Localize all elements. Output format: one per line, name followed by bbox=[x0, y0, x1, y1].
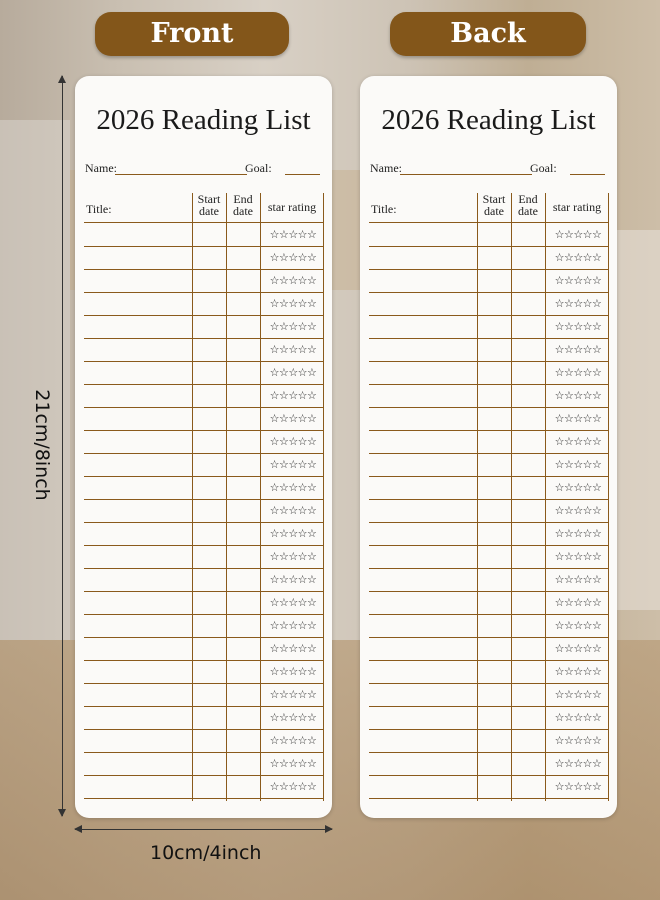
goal-underline bbox=[570, 174, 605, 175]
star-rating-icons[interactable]: ☆☆☆☆☆ bbox=[554, 504, 602, 517]
table-row[interactable] bbox=[84, 660, 324, 684]
table-row[interactable] bbox=[369, 315, 609, 339]
table-row[interactable] bbox=[369, 683, 609, 707]
star-rating-icons[interactable]: ☆☆☆☆☆ bbox=[269, 596, 317, 609]
table-row[interactable] bbox=[369, 361, 609, 385]
star-rating-icons[interactable]: ☆☆☆☆☆ bbox=[554, 297, 602, 310]
table-row[interactable] bbox=[369, 338, 609, 362]
star-rating-column-header: star rating bbox=[552, 200, 602, 214]
star-rating-icons[interactable]: ☆☆☆☆☆ bbox=[554, 688, 602, 701]
star-rating-icons[interactable]: ☆☆☆☆☆ bbox=[269, 527, 317, 540]
star-rating-icons[interactable]: ☆☆☆☆☆ bbox=[269, 366, 317, 379]
star-rating-icons[interactable]: ☆☆☆☆☆ bbox=[554, 481, 602, 494]
star-rating-icons[interactable]: ☆☆☆☆☆ bbox=[269, 297, 317, 310]
table-row[interactable] bbox=[84, 430, 324, 454]
star-rating-icons[interactable]: ☆☆☆☆☆ bbox=[269, 550, 317, 563]
table-row[interactable] bbox=[369, 568, 609, 592]
table-row[interactable] bbox=[84, 269, 324, 293]
goal-label: Goal: bbox=[530, 161, 557, 175]
table-row[interactable] bbox=[369, 246, 609, 270]
table-row[interactable] bbox=[84, 637, 324, 661]
table-row[interactable] bbox=[84, 775, 324, 799]
table-row[interactable] bbox=[84, 292, 324, 316]
table-row[interactable] bbox=[84, 614, 324, 638]
bookmark-front bbox=[75, 76, 332, 818]
star-rating-icons[interactable]: ☆☆☆☆☆ bbox=[554, 389, 602, 402]
star-rating-icons[interactable]: ☆☆☆☆☆ bbox=[269, 504, 317, 517]
star-rating-icons[interactable]: ☆☆☆☆☆ bbox=[269, 481, 317, 494]
table-row[interactable] bbox=[84, 476, 324, 500]
table-row[interactable] bbox=[84, 568, 324, 592]
star-rating-icons[interactable]: ☆☆☆☆☆ bbox=[554, 573, 602, 586]
title-column-header: Title: bbox=[86, 202, 112, 216]
star-rating-icons[interactable]: ☆☆☆☆☆ bbox=[269, 320, 317, 333]
name-underline bbox=[400, 174, 532, 175]
table-row[interactable] bbox=[369, 729, 609, 753]
table-row[interactable] bbox=[369, 269, 609, 293]
table-row[interactable] bbox=[369, 775, 609, 799]
star-rating-icons[interactable]: ☆☆☆☆☆ bbox=[554, 734, 602, 747]
name-label: Name: bbox=[85, 161, 117, 175]
star-rating-icons[interactable]: ☆☆☆☆☆ bbox=[554, 780, 602, 793]
table-row[interactable] bbox=[369, 292, 609, 316]
table-row[interactable] bbox=[369, 499, 609, 523]
back-label: Back bbox=[390, 12, 586, 56]
star-rating-icons[interactable]: ☆☆☆☆☆ bbox=[269, 458, 317, 471]
header-row bbox=[369, 193, 609, 223]
width-dimension-arrow bbox=[75, 829, 332, 830]
table-row[interactable] bbox=[84, 545, 324, 569]
start-date-column-header: Start date bbox=[482, 192, 506, 218]
star-rating-icons[interactable]: ☆☆☆☆☆ bbox=[269, 780, 317, 793]
table-row[interactable] bbox=[84, 223, 324, 247]
table-row[interactable] bbox=[369, 591, 609, 615]
reading-grid bbox=[84, 193, 324, 801]
star-rating-icons[interactable]: ☆☆☆☆☆ bbox=[269, 435, 317, 448]
title-column-header: Title: bbox=[371, 202, 397, 216]
table-row[interactable] bbox=[369, 476, 609, 500]
star-rating-icons[interactable]: ☆☆☆☆☆ bbox=[269, 274, 317, 287]
star-rating-icons[interactable]: ☆☆☆☆☆ bbox=[554, 711, 602, 724]
star-rating-icons[interactable]: ☆☆☆☆☆ bbox=[269, 389, 317, 402]
start-date-column-header: Start date bbox=[197, 192, 221, 218]
card-title: 2026 Reading List bbox=[96, 104, 311, 136]
table-row[interactable] bbox=[369, 545, 609, 569]
reading-grid bbox=[369, 193, 609, 801]
star-rating-icons[interactable]: ☆☆☆☆☆ bbox=[269, 228, 317, 241]
table-row[interactable] bbox=[369, 522, 609, 546]
star-rating-icons[interactable]: ☆☆☆☆☆ bbox=[269, 757, 317, 770]
width-dimension-label: 10cm/4inch bbox=[150, 842, 262, 864]
bookmark-back bbox=[360, 76, 617, 818]
table-row[interactable] bbox=[369, 223, 609, 247]
table-row[interactable] bbox=[369, 706, 609, 730]
table-row[interactable] bbox=[84, 683, 324, 707]
star-rating-icons[interactable]: ☆☆☆☆☆ bbox=[554, 596, 602, 609]
star-rating-icons[interactable]: ☆☆☆☆☆ bbox=[554, 665, 602, 678]
star-rating-icons[interactable]: ☆☆☆☆☆ bbox=[269, 688, 317, 701]
table-row[interactable] bbox=[84, 246, 324, 270]
star-rating-icons[interactable]: ☆☆☆☆☆ bbox=[554, 228, 602, 241]
star-rating-icons[interactable]: ☆☆☆☆☆ bbox=[269, 711, 317, 724]
height-dimension-label bbox=[12, 372, 72, 522]
table-row[interactable] bbox=[369, 407, 609, 431]
goal-underline bbox=[285, 174, 320, 175]
table-row[interactable] bbox=[84, 384, 324, 408]
star-rating-icons[interactable]: ☆☆☆☆☆ bbox=[554, 527, 602, 540]
front-label: Front bbox=[95, 12, 289, 56]
table-row[interactable] bbox=[84, 453, 324, 477]
star-rating-icons[interactable]: ☆☆☆☆☆ bbox=[554, 757, 602, 770]
name-label: Name: bbox=[370, 161, 402, 175]
star-rating-icons[interactable]: ☆☆☆☆☆ bbox=[554, 320, 602, 333]
table-row[interactable] bbox=[84, 706, 324, 730]
table-row[interactable] bbox=[369, 752, 609, 776]
table-row[interactable] bbox=[369, 660, 609, 684]
height-dimension-text: 21cm/8inch bbox=[31, 389, 53, 501]
name-goal-line bbox=[85, 160, 320, 178]
star-rating-icons[interactable]: ☆☆☆☆☆ bbox=[554, 619, 602, 632]
star-rating-icons[interactable]: ☆☆☆☆☆ bbox=[554, 366, 602, 379]
star-rating-icons[interactable]: ☆☆☆☆☆ bbox=[269, 665, 317, 678]
star-rating-icons[interactable]: ☆☆☆☆☆ bbox=[554, 458, 602, 471]
name-underline bbox=[115, 174, 247, 175]
star-rating-icons[interactable]: ☆☆☆☆☆ bbox=[554, 435, 602, 448]
star-rating-icons[interactable]: ☆☆☆☆☆ bbox=[554, 251, 602, 264]
star-rating-icons[interactable]: ☆☆☆☆☆ bbox=[269, 734, 317, 747]
table-row[interactable] bbox=[369, 637, 609, 661]
name-goal-line bbox=[370, 160, 605, 178]
header-row bbox=[84, 193, 324, 223]
star-rating-icons[interactable]: ☆☆☆☆☆ bbox=[554, 550, 602, 563]
star-rating-icons[interactable]: ☆☆☆☆☆ bbox=[269, 642, 317, 655]
goal-label: Goal: bbox=[245, 161, 272, 175]
star-rating-icons[interactable]: ☆☆☆☆☆ bbox=[554, 412, 602, 425]
table-row[interactable] bbox=[84, 522, 324, 546]
end-date-column-header: End date bbox=[233, 192, 253, 218]
table-row[interactable] bbox=[84, 591, 324, 615]
star-rating-icons[interactable]: ☆☆☆☆☆ bbox=[269, 619, 317, 632]
star-rating-icons[interactable]: ☆☆☆☆☆ bbox=[554, 343, 602, 356]
table-row[interactable] bbox=[84, 361, 324, 385]
table-row[interactable] bbox=[369, 614, 609, 638]
table-row[interactable] bbox=[369, 453, 609, 477]
star-rating-icons[interactable]: ☆☆☆☆☆ bbox=[554, 274, 602, 287]
star-rating-icons[interactable]: ☆☆☆☆☆ bbox=[554, 642, 602, 655]
star-rating-icons[interactable]: ☆☆☆☆☆ bbox=[269, 412, 317, 425]
end-date-column-header: End date bbox=[518, 192, 538, 218]
star-rating-icons[interactable]: ☆☆☆☆☆ bbox=[269, 343, 317, 356]
table-row[interactable] bbox=[369, 384, 609, 408]
table-row[interactable] bbox=[84, 499, 324, 523]
table-row[interactable] bbox=[369, 430, 609, 454]
star-rating-column-header: star rating bbox=[267, 200, 317, 214]
table-row[interactable] bbox=[84, 752, 324, 776]
table-row[interactable] bbox=[84, 315, 324, 339]
star-rating-icons[interactable]: ☆☆☆☆☆ bbox=[269, 251, 317, 264]
table-row[interactable] bbox=[84, 338, 324, 362]
star-rating-icons[interactable]: ☆☆☆☆☆ bbox=[269, 573, 317, 586]
table-row[interactable] bbox=[84, 729, 324, 753]
card-title: 2026 Reading List bbox=[381, 104, 596, 136]
table-row[interactable] bbox=[84, 407, 324, 431]
